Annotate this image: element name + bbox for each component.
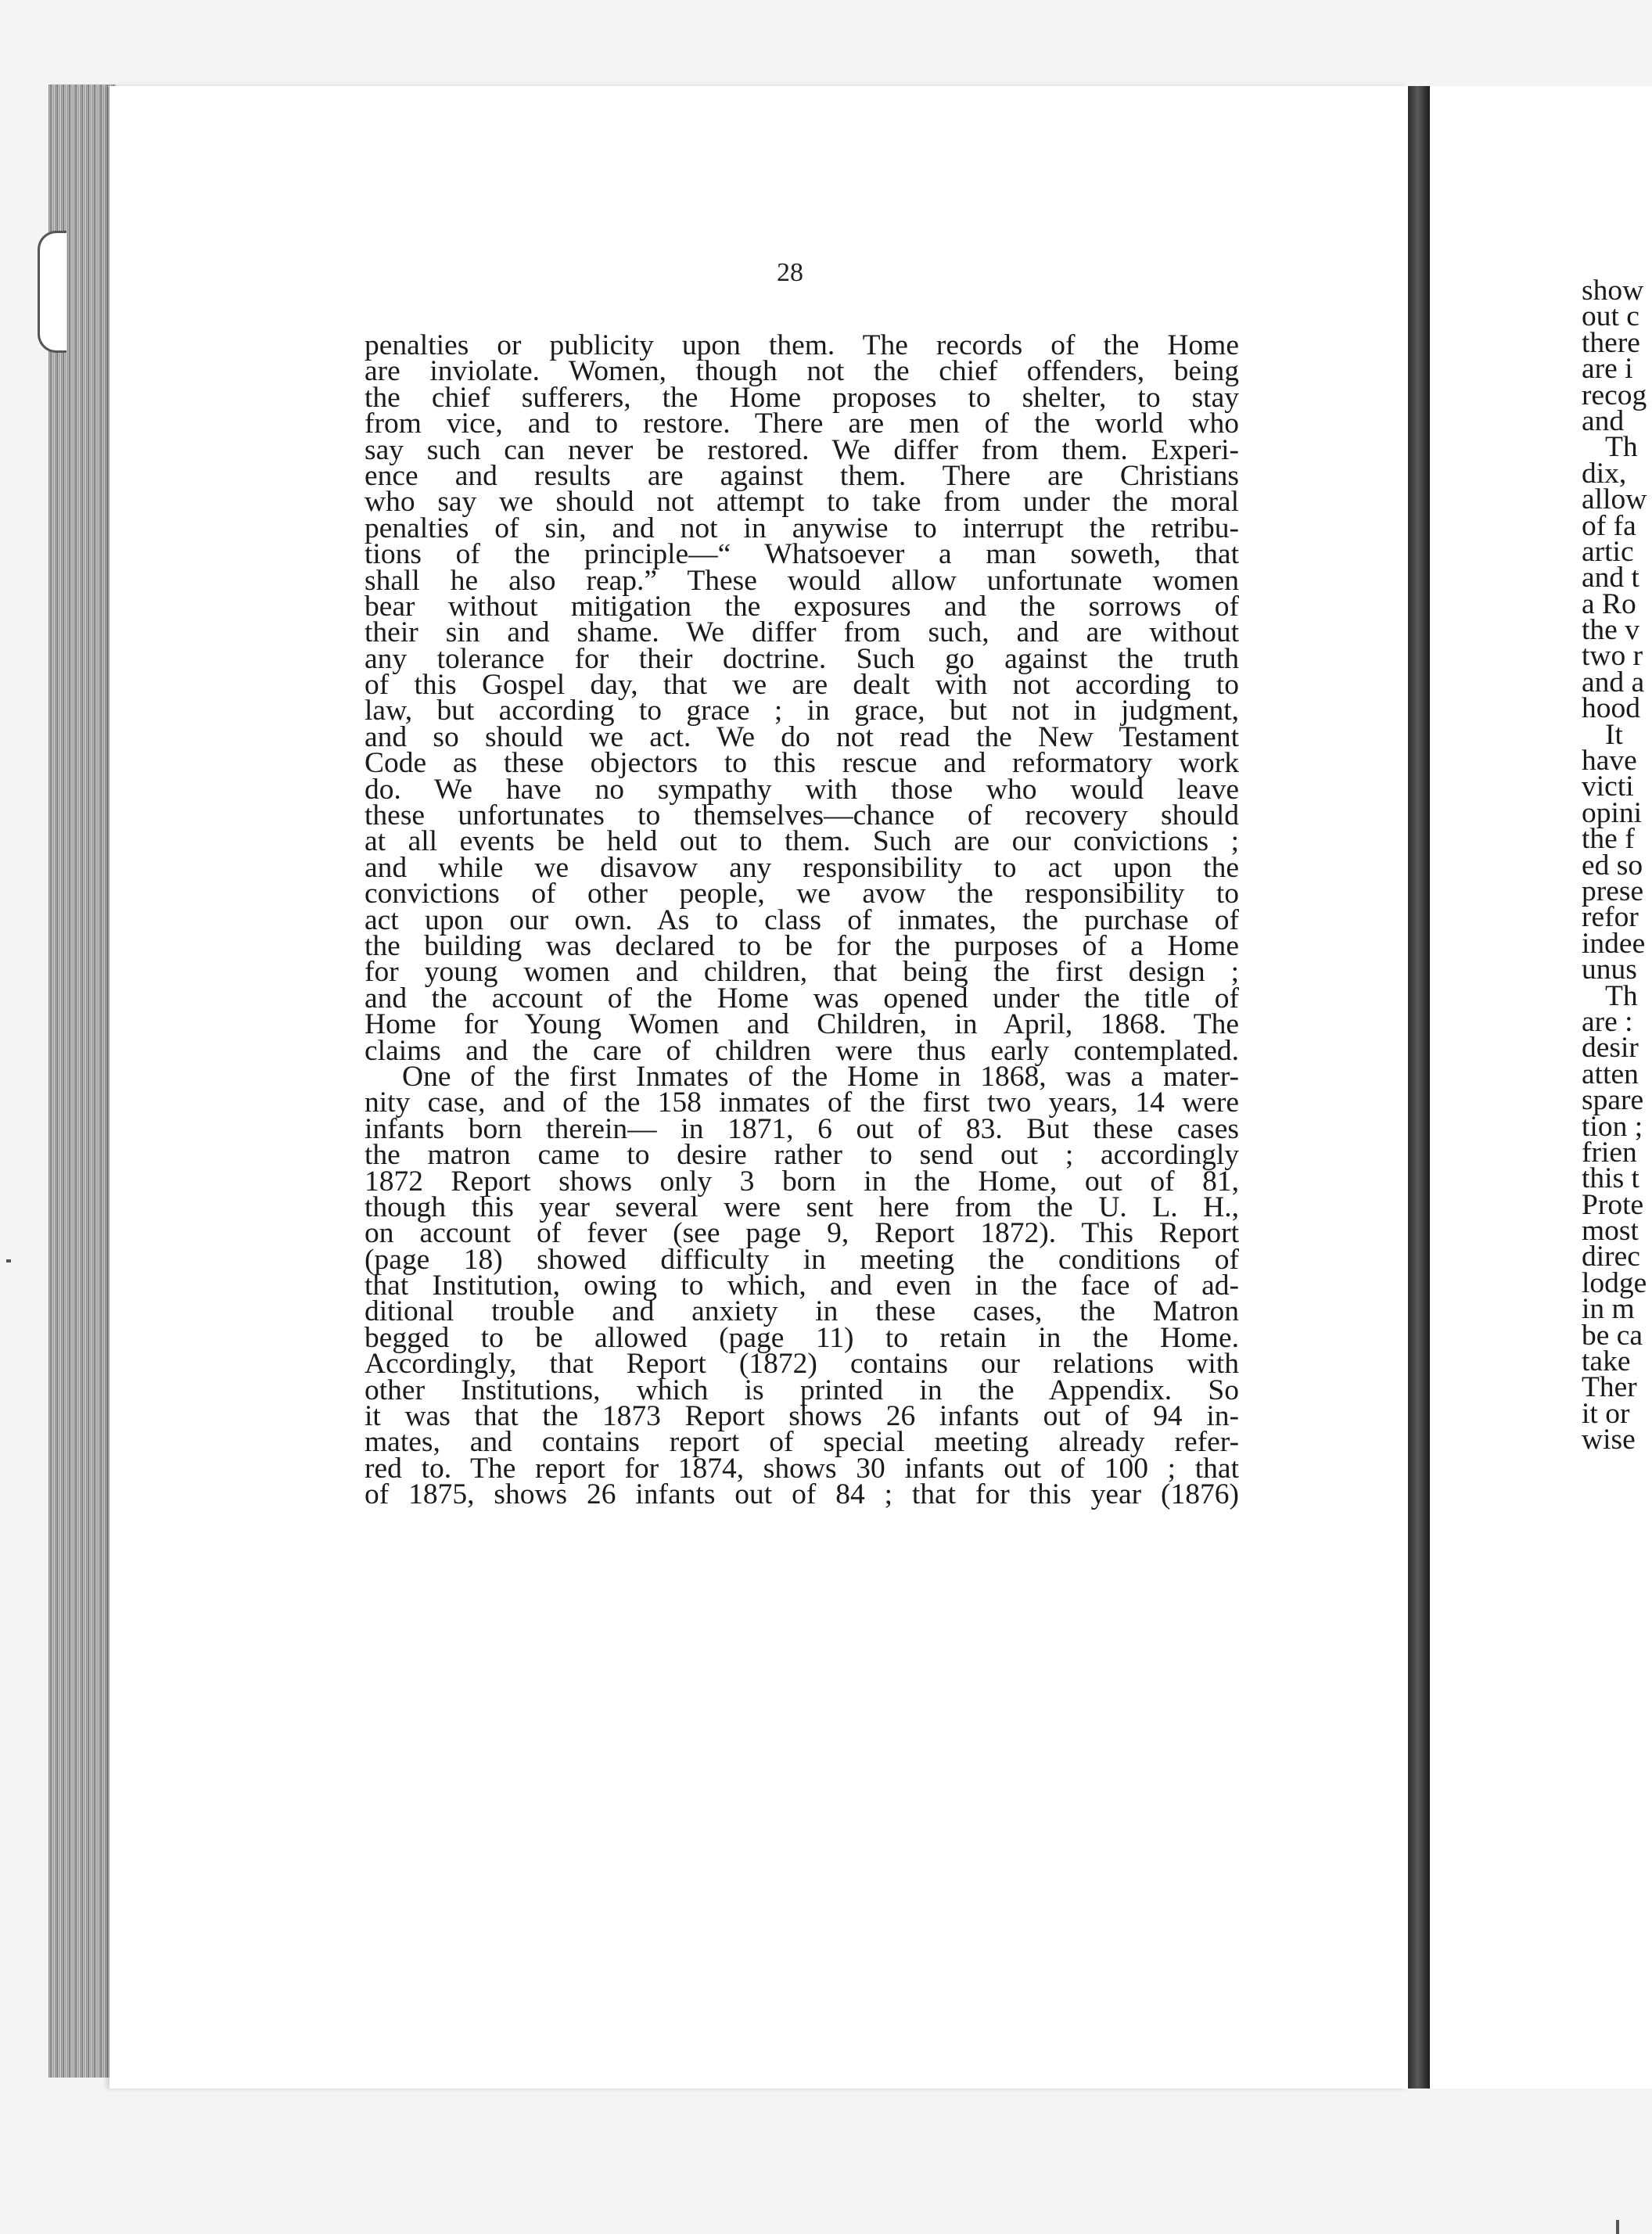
text-line: direc [1582,1241,1640,1273]
text-line: convictions of other people, we avow the responsibility to [365,878,1239,910]
text-line: desir [1582,1032,1639,1065]
text-line: two r [1582,640,1643,673]
text-line: are inviolate. Women, though not the chief offenders, being [365,355,1239,388]
text-line: frien [1582,1136,1637,1169]
text-line: though this year several were sent here from the U. L. H., [365,1191,1239,1223]
text-line: act upon our own. As to class of inmates, the purchase of [365,903,1239,936]
text-line: it or [1582,1397,1630,1430]
text-line: victi [1582,770,1634,803]
text-line: are i [1582,353,1633,386]
text-line: Prote [1582,1188,1644,1221]
text-line: shall he also reap.” These would allow unfortunate women [365,564,1239,597]
text-line: dix, [1582,457,1627,490]
text-line: and a [1582,666,1645,699]
text-line: of this Gospel day, that we are dealt with not according to [365,669,1239,702]
book-page-edges [48,84,116,2078]
text-line: wise [1582,1424,1636,1453]
text-line: One of the first Inmates of the Home in 1868, was a mater- [402,1060,1239,1093]
text-line: most [1582,1215,1639,1248]
text-line: allow [1582,483,1647,516]
text-line: their sin and shame. We differ from such, and are without [365,616,1239,649]
text-line: do. We have no sympathy with those who would leave [365,773,1239,806]
text-line: the f [1582,823,1635,856]
text-line: of 1875, shows 26 infants out of 84 ; that for this year (1876) [365,1478,1239,1511]
text-line: are : [1582,1005,1633,1038]
text-line: 1872 Report shows only 3 born in the Home, out of 81, [365,1165,1239,1198]
text-line: the building was declared to be for the purposes of a Home [365,929,1239,962]
text-line: Th [1605,431,1638,464]
page-number: 28 [777,258,803,287]
text-line: in m [1582,1293,1635,1326]
text-line: say such can never be restored. We differ from them. Experi- [365,433,1239,466]
text-line: it was that the 1873 Report shows 26 infants out of 94 in- [365,1400,1239,1433]
text-line: nity case, and of the 158 inmates of the first two years, 14 were [365,1086,1239,1119]
text-line: indee [1582,927,1646,960]
text-line: a Ro [1582,587,1636,620]
text-line: refor [1582,901,1639,934]
text-line: take [1582,1345,1631,1378]
text-line: Th [1605,979,1638,1012]
text-line: who say we should not attempt to take from under the moral [365,486,1239,519]
text-line: mates, and contains report of special meeting already refer- [365,1426,1239,1459]
text-line: unus [1582,954,1637,986]
text-line: Home for Young Women and Children, in April, 1868. The [365,1008,1239,1041]
text-line: infants born therein— in 1871, 6 out of 83. But these cases [365,1112,1239,1145]
text-line: lodge [1582,1266,1647,1299]
dust-speck [6,1259,11,1262]
text-line: and while we disavow any responsibility to act upon the [365,851,1239,884]
text-line: red to. The report for 1874, shows 30 infants out of 100 ; that [365,1452,1239,1485]
text-line: ditional trouble and anxiety in these cases, the Matron [365,1295,1239,1328]
text-line: of fa [1582,509,1636,542]
text-line: Ther [1582,1371,1637,1404]
text-line: tion ; [1582,1110,1643,1143]
text-line: penalties or publicity upon them. The records of the Home [365,329,1239,361]
text-line: this t [1582,1162,1639,1195]
left-page-body-text [365,329,1239,1511]
text-line: for young women and children, that being the first design ; [365,956,1239,989]
book-gutter [1408,86,1430,2089]
text-line: there [1582,326,1640,359]
text-line: on account of fever (see page 9, Report 1872). This Report [365,1217,1239,1250]
text-line: It [1605,718,1623,751]
text-line: the v [1582,614,1639,647]
text-line: spare [1582,1084,1644,1117]
text-line: that Institution, owing to which, and even in the face of ad- [365,1270,1239,1302]
text-line: be ca [1582,1319,1643,1352]
text-line: and so should we act. We do not read the New Testament [365,720,1239,753]
text-line: artic [1582,535,1634,568]
text-line: Code as these objectors to this rescue and reformatory work [365,747,1239,780]
text-line: the chief sufferers, the Home proposes to shelter, to stay [365,381,1239,414]
text-line: hood [1582,692,1640,725]
text-line: claims and the care of children were thus early contemplated. [365,1034,1239,1067]
text-line: Accordingly, that Report (1872) contains our relations with [365,1348,1239,1381]
right-page-partial-text [1582,278,1652,1453]
text-line: atten [1582,1058,1639,1090]
text-line: and [1582,404,1625,437]
text-line: from vice, and to restore. There are men of the world who [365,408,1239,440]
text-line: penalties of sin, and not in anywise to interrupt the retribu- [365,512,1239,544]
text-line: show [1582,278,1644,307]
text-line: ence and results are against them. There are Christians [365,459,1239,492]
text-line: out c [1582,300,1639,333]
text-line: and the account of the Home was opened under the title of [365,982,1239,1015]
text-line: recog [1582,379,1647,411]
text-line: tions of the principle—“ Whatsoever a man soweth, that [365,538,1239,571]
text-line: opini [1582,796,1643,829]
text-line: begged to be allowed (page 11) to retain in the Home. [365,1321,1239,1354]
text-line: any tolerance for their doctrine. Such go against the truth [365,642,1239,675]
text-line: prese [1582,875,1644,907]
text-line: law, but according to grace ; in grace, but not in judgment, [365,695,1239,727]
text-line: at all events be held out to them. Such are our convictions ; [365,825,1239,858]
text-line: the matron came to desire rather to send out ; accordingly [365,1139,1239,1172]
text-line: ed so [1582,849,1643,882]
text-line: these unfortunates to themselves—chance of recovery should [365,799,1239,832]
page-tab [38,231,66,353]
text-line: and t [1582,562,1639,594]
text-line: (page 18) showed difficulty in meeting the conditions of [365,1243,1239,1276]
dust-speck [1616,2220,1619,2234]
text-line: bear without mitigation the exposures and the sorrows of [365,590,1239,623]
text-line: other Institutions, which is printed in the Appendix. So [365,1374,1239,1406]
text-line: have [1582,745,1637,778]
